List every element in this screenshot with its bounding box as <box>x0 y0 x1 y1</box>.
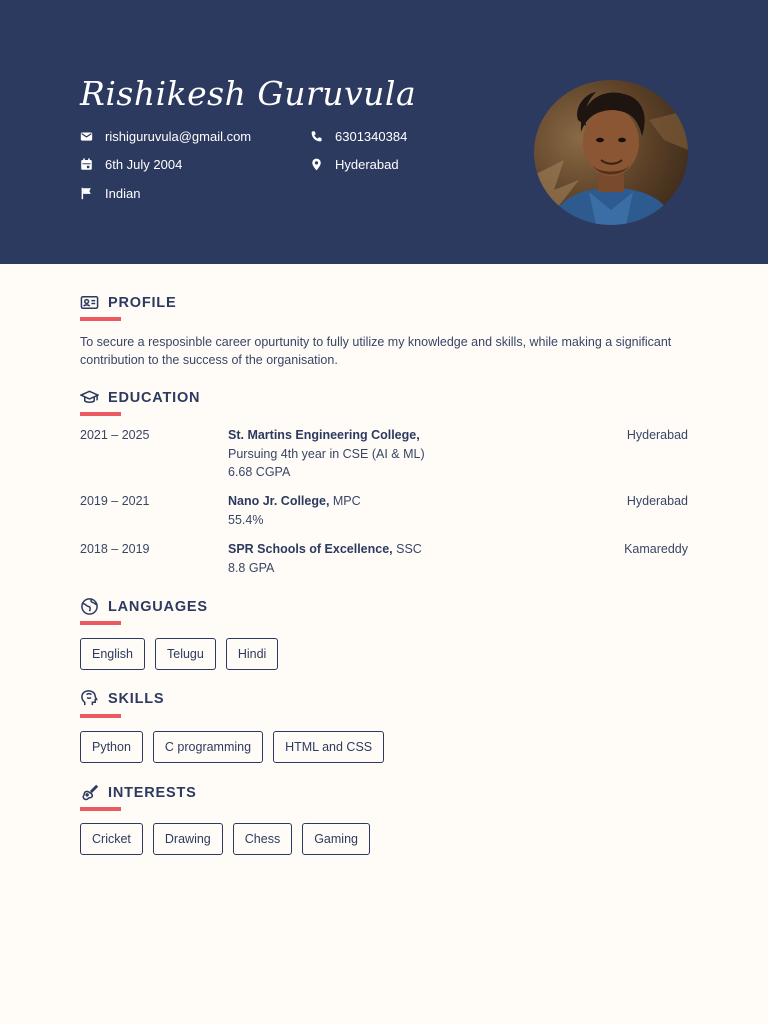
skill-tag: Python <box>80 731 143 763</box>
interest-tag: Chess <box>233 823 292 855</box>
institution-name: Nano Jr. College, <box>228 494 330 508</box>
languages-title: LANGUAGES <box>108 598 208 615</box>
languages-section-heading <box>80 597 208 616</box>
contact-nationality <box>80 186 140 201</box>
education-line: 8.8 GPA <box>228 560 275 575</box>
institution-detail: MPC <box>329 494 361 508</box>
profile-underline <box>80 317 121 321</box>
flag-icon <box>80 187 93 200</box>
interest-tag: Gaming <box>302 823 370 855</box>
skills-underline <box>80 714 121 718</box>
contact-dob <box>80 157 182 172</box>
location-text: Hyderabad <box>335 157 399 172</box>
interests-underline <box>80 807 121 811</box>
interests-tags <box>80 823 380 855</box>
profile-title: PROFILE <box>108 294 177 311</box>
interest-tag: Drawing <box>153 823 223 855</box>
skill-tag: HTML and CSS <box>273 731 384 763</box>
education-line: 55.4% <box>228 512 264 527</box>
contact-phone <box>310 129 407 144</box>
candidate-name: Rishikesh Guruvula <box>80 74 417 113</box>
language-tag: Telugu <box>155 638 216 670</box>
language-tag: Hindi <box>226 638 279 670</box>
contact-location <box>310 157 399 172</box>
profile-photo <box>534 80 688 225</box>
education-location: Kamareddy <box>624 542 688 556</box>
location-pin-icon <box>310 158 323 171</box>
education-details <box>228 426 425 482</box>
skills-section-heading <box>80 689 164 708</box>
profile-section-heading <box>80 293 176 312</box>
education-entry <box>80 426 688 482</box>
brain-head-icon <box>80 689 99 708</box>
education-details <box>228 492 361 529</box>
graduation-cap-icon <box>80 388 99 407</box>
education-line: Pursuing 4th year in CSE (AI & ML) <box>228 446 425 461</box>
resume-header <box>0 0 768 264</box>
education-title: EDUCATION <box>108 389 201 406</box>
education-underline <box>80 412 121 416</box>
education-years: 2021 – 2025 <box>80 428 150 442</box>
education-entry <box>80 540 688 578</box>
institution-name: SPR Schools of Excellence, <box>228 542 393 556</box>
id-card-icon <box>80 293 99 312</box>
language-tag: English <box>80 638 145 670</box>
interests-title: INTERESTS <box>108 784 197 801</box>
contact-email <box>80 129 251 144</box>
education-years: 2019 – 2021 <box>80 494 150 508</box>
education-section-heading <box>80 388 200 407</box>
skills-title: SKILLS <box>108 690 165 707</box>
education-years: 2018 – 2019 <box>80 542 150 556</box>
nationality-text: Indian <box>105 186 141 201</box>
languages-tags <box>80 638 288 670</box>
profile-text: To secure a resposinble career opurtunity to fully utilize my knowledge and skills, while making a significant contribution to the success of the organisation. <box>80 335 672 367</box>
globe-icon <box>80 597 99 616</box>
calendar-icon <box>80 158 93 171</box>
education-location: Hyderabad <box>626 494 688 508</box>
dob-text: 6th July 2004 <box>105 157 183 172</box>
profile-photo-image <box>534 80 688 225</box>
email-text: rishiguruvula@gmail.com <box>105 129 252 144</box>
education-line: 6.68 CGPA <box>228 465 291 479</box>
envelope-icon <box>80 130 93 143</box>
skills-tags <box>80 731 394 763</box>
languages-underline <box>80 621 121 625</box>
phone-text: 6301340384 <box>335 129 408 144</box>
interest-tag: Cricket <box>80 823 143 855</box>
guitar-icon <box>80 783 99 802</box>
institution-detail: SSC <box>392 542 422 556</box>
education-location: Hyderabad <box>626 428 688 442</box>
interests-section-heading <box>80 783 197 802</box>
education-details <box>228 540 422 577</box>
skill-tag: C programming <box>153 731 263 763</box>
education-entry <box>80 492 688 530</box>
phone-icon <box>310 130 323 143</box>
institution-name: St. Martins Engineering College, <box>228 428 420 442</box>
